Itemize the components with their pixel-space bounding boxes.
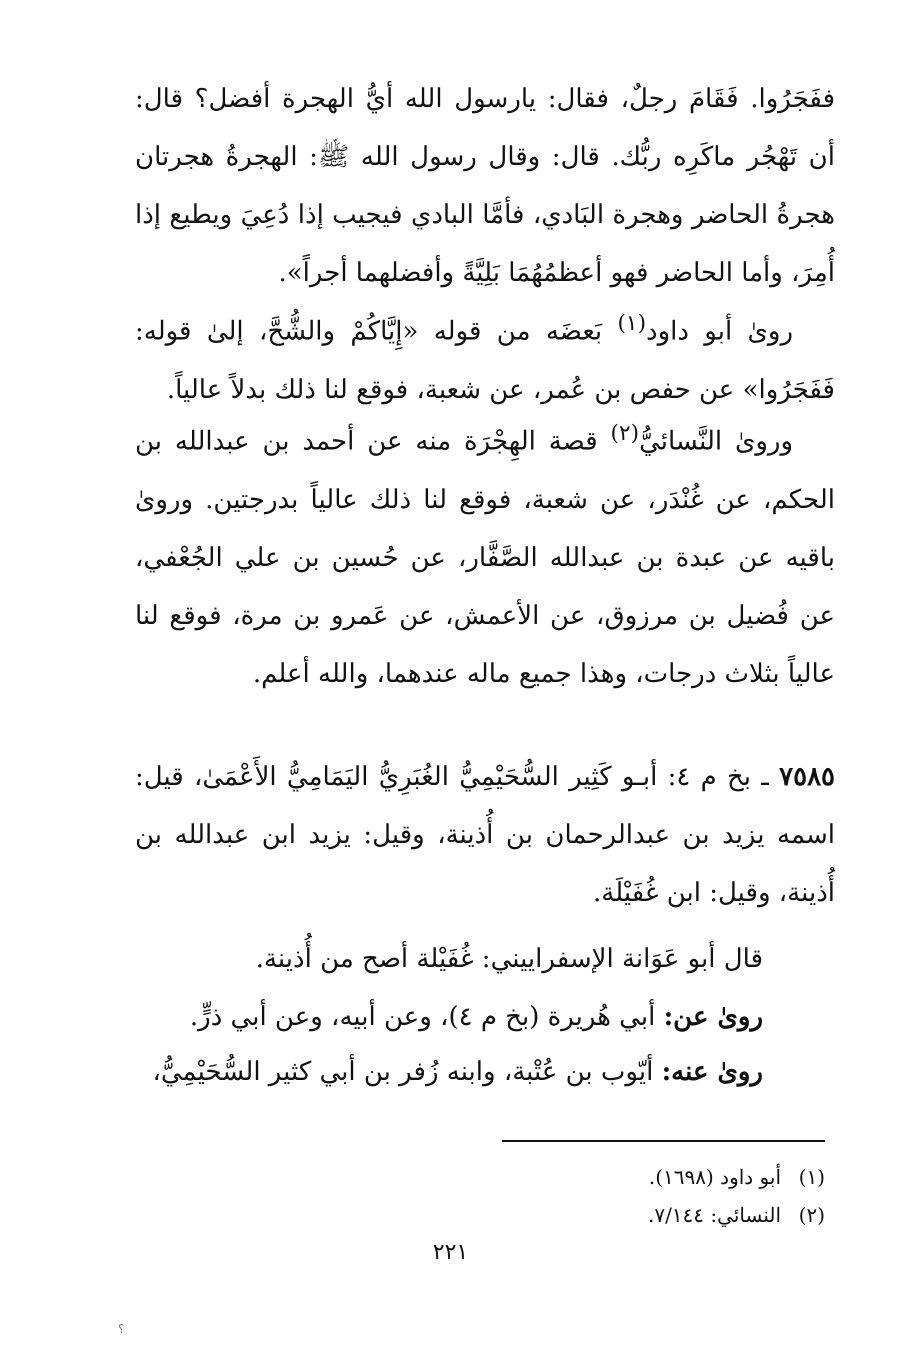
- footnote-marker-1[interactable]: (١): [617, 311, 647, 336]
- entry-note-abu-awana: قال أبو عَوَانة الإسفراييني: غُفَيْلة أصح من أُذينة.: [255, 944, 763, 974]
- narrated-by-text: أيّوب بن عُتْبة، وابنه زُفر بن أبي كثير السُّحَيْمِيُّ،: [152, 1057, 662, 1087]
- paragraph-abu-dawud-lead: روىٰ أبو داود: [646, 316, 793, 347]
- entry-number: ٧٥٨٥: [779, 762, 835, 792]
- narrated-from-label: روىٰ عن:: [663, 1002, 763, 1032]
- footnote-2-number: (٢): [798, 1203, 825, 1227]
- paragraph-nasai: [135, 405, 835, 703]
- biography-entry-header: [135, 748, 835, 922]
- footnotes: [405, 1158, 825, 1234]
- narrated-by-line: [152, 1043, 763, 1101]
- stray-mark: ؟: [118, 1322, 125, 1336]
- paragraph-nasai-body: قصة الهِجْرَة منه عن أحمد بن عبدالله بن الحكم، عن غُنْدَر، عن شعبة، فوقع لنا ذلك عالياً بدرجتين. وروىٰ باقيه عن عبدة بن عبدالله الصَّفَّار، عن حُسين بن علي الجُعْفي، عن فُضيل بن مرزوق، عن الأعمش، عن عَمرو بن مرة، فوقع لنا عالياً بثلاث درجات، وهذا جميع ماله عندهما، والله أعلم.: [135, 426, 835, 689]
- footnote-2-text: النسائي: ٧/١٤٤.: [647, 1203, 781, 1227]
- narrated-from-line: [190, 988, 763, 1046]
- paragraph-abu-dawud: [135, 295, 835, 419]
- footnote-separator: [502, 1140, 825, 1142]
- paragraph-abu-dawud-body: بَعضَه من قوله «إِيَّاكُمْ والشُّحَّ، إلىٰ قوله: فَفَجَرُوا» عن حفص بن عُمر، عن شعبة، فوقع لنا ذلك بدلاً عالياً.: [135, 316, 835, 405]
- page-number: ٢٢١: [432, 1240, 469, 1265]
- paragraph-hadith-continuation: ففَجَرُوا. فَقَامَ رجلٌ، فقال: يارسول الله أيُّ الهجرة أفضل؟ قال: أن تَهْجُر ماكَرِه ربُّك. قال: وقال رسول الله ﷺ: الهجرةُ هجرتان هجرةُ الحاضر وهجرة البَادي، فأمَّا البادي فيجيب إذا دُعِيَ ويطيع إذا أُمِرَ، وأما الحاضر فهو أعظمُهُمَا بَلِيَّةً وأفضلهما أجراً».: [135, 84, 835, 288]
- entry-header-text: ـ بخ م ٤: أبـو كَثِير السُّحَيْمِيُّ الغُبَرِيُّ اليَمَامِيُّ الأَعْمَىٰ، قيل: اسمه يزيد بن عبدالرحمان بن أُذينة، وقيل: يزيد ابن عبدالله بن أُذينة، وقيل: ابن غُفَيْلَة.: [135, 762, 835, 908]
- footnote-1: [405, 1158, 825, 1196]
- footnote-1-text: أبو داود (١٦٩٨).: [648, 1165, 781, 1189]
- narrated-from-text: أبي هُريرة (بخ م ٤)، وعن أبيه، وعن أبي ذرٍّ.: [189, 1002, 664, 1032]
- paragraph-nasai-lead: وروىٰ النَّسائيُّ: [639, 426, 793, 457]
- narrated-by-label: روىٰ عنه:: [661, 1057, 763, 1087]
- footnote-2: [405, 1196, 825, 1234]
- footnote-1-number: (١): [798, 1165, 825, 1189]
- footnote-marker-2[interactable]: (٢): [610, 421, 640, 446]
